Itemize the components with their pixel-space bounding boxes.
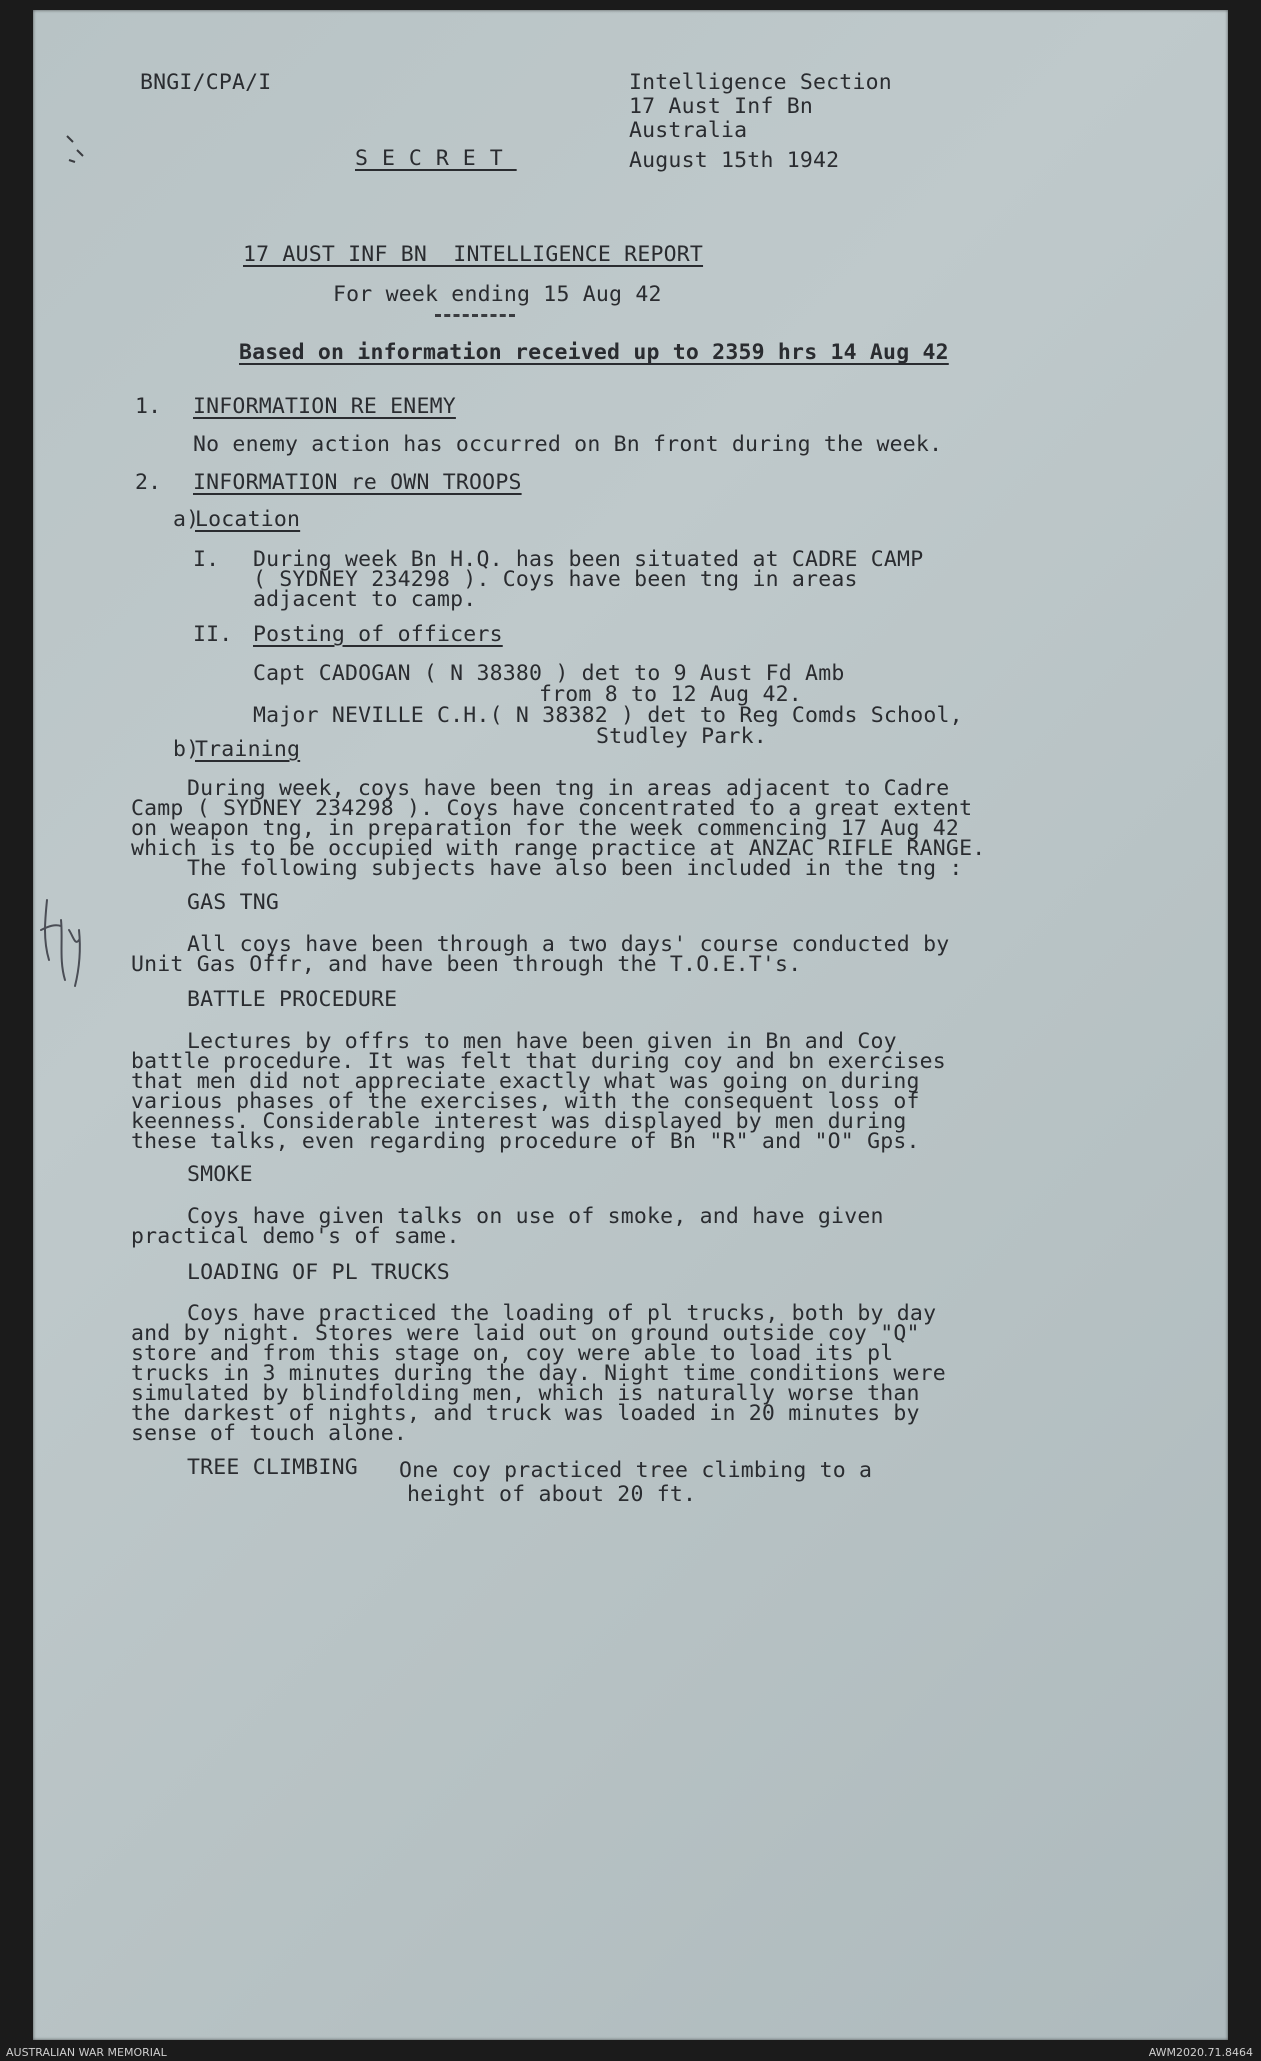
battle-line-4: various phases of the exercises, with the consequent loss of: [131, 1089, 920, 1114]
location-heading: Location: [195, 507, 301, 532]
posting-2-line-2: Studley Park.: [596, 724, 767, 749]
location-line-3: adjacent to camp.: [253, 587, 477, 612]
section-1-number: 1.: [135, 394, 162, 419]
loading-line-6: the darkest of nights, and truck was loaded in 20 minutes by: [131, 1401, 920, 1426]
item-ii-number: II.: [193, 622, 233, 647]
posting-1-line-1: Capt CADOGAN ( N 38380 ) det to 9 Aust Fd Amb: [253, 661, 845, 686]
sub-a-label: a): [173, 507, 200, 532]
header-unit: 17 Aust Inf Bn: [629, 94, 814, 119]
training-line-3: on weapon tng, in preparation for the week commencing 17 Aug 42: [131, 816, 960, 841]
smoke-line-2: practical demo's of same.: [131, 1224, 460, 1249]
gas-line-2: Unit Gas Offr, and have been through the T.O.E.T's.: [131, 952, 802, 977]
training-line-4: which is to be occupied with range practice at ANZAC RIFLE RANGE.: [131, 836, 986, 861]
smoke-line-1: Coys have given talks on use of smoke, and have given: [187, 1204, 884, 1229]
handwritten-initials: [35, 890, 89, 990]
training-line-2: Camp ( SYDNEY 234298 ). Coys have concentrated to a great extent: [131, 796, 973, 821]
loading-line-5: simulated by blindfolding men, which is naturally worse than: [131, 1381, 920, 1406]
battle-line-3: that men did not appreciate exactly what was going on during: [131, 1069, 920, 1094]
tree-line-1: One coy practiced tree climbing to a: [399, 1458, 873, 1483]
posting-1-line-2: from 8 to 12 Aug 42.: [539, 682, 802, 707]
training-line-1: During week, coys have been tng in areas adjacent to Cadre: [187, 776, 950, 801]
margin-marks: [63, 130, 93, 170]
loading-line-7: sense of touch alone.: [131, 1421, 408, 1446]
section-1-heading: INFORMATION RE ENEMY: [193, 394, 456, 419]
title-divider: [435, 314, 515, 317]
footer-archive-id: AWM2020.71.8464: [1148, 2046, 1253, 2059]
document-page: [33, 10, 1228, 2040]
reference-code: BNGI/CPA/I: [140, 70, 272, 95]
location-line-1: During week Bn H.Q. has been situated at CADRE CAMP: [253, 547, 924, 572]
location-line-2: ( SYDNEY 234298 ). Coys have been tng in areas: [253, 567, 858, 592]
loading-line-3: store and from this stage on, coy were able to load its pl: [131, 1341, 894, 1366]
section-2-heading: INFORMATION re OWN TROOPS: [193, 470, 522, 495]
classification-label: SECRET: [355, 146, 517, 171]
header-section: Intelligence Section: [629, 70, 892, 95]
loading-heading: LOADING OF PL TRUCKS: [187, 1260, 450, 1285]
report-period: For week ending 15 Aug 42: [333, 282, 662, 307]
section-2-number: 2.: [135, 470, 162, 495]
gas-line-1: All coys have been through a two days' course conducted by: [187, 932, 950, 957]
posting-2-line-1: Major NEVILLE C.H.( N 38382 ) det to Reg Comds School,: [253, 703, 963, 728]
footer-archive-name: AUSTRALIAN WAR MEMORIAL: [6, 2046, 167, 2059]
tree-heading: TREE CLIMBING: [187, 1455, 358, 1480]
battle-line-1: Lectures by offrs to men have been given in Bn and Coy: [187, 1029, 897, 1054]
posting-heading: Posting of officers: [253, 622, 503, 647]
smoke-heading: SMOKE: [187, 1162, 253, 1187]
training-line-5: The following subjects have also been included in the tng :: [187, 856, 963, 881]
section-1-body: No enemy action has occurred on Bn front during the week.: [193, 432, 943, 457]
tree-line-2: height of about 20 ft.: [407, 1482, 697, 1507]
loading-line-4: trucks in 3 minutes during the day. Night time conditions were: [131, 1361, 946, 1386]
header-country: Australia: [629, 118, 748, 143]
training-heading: Training: [195, 737, 301, 762]
report-title: 17 AUST INF BN INTELLIGENCE REPORT: [243, 242, 704, 267]
battle-line-5: keenness. Considerable interest was displayed by men during: [131, 1109, 907, 1134]
gas-heading: GAS TNG: [187, 890, 280, 915]
header-date: August 15th 1942: [629, 148, 840, 173]
loading-line-2: and by night. Stores were laid out on ground outside coy "Q": [131, 1321, 920, 1346]
battle-line-2: battle procedure. It was felt that during coy and bn exercises: [131, 1049, 946, 1074]
loading-line-1: Coys have practiced the loading of pl trucks, both by day: [187, 1301, 937, 1326]
based-on-line: Based on information received up to 2359 hrs 14 Aug 42: [239, 340, 949, 365]
battle-heading: BATTLE PROCEDURE: [187, 987, 398, 1012]
item-i-number: I.: [193, 547, 220, 572]
sub-b-label: b): [173, 737, 200, 762]
battle-line-6: these talks, even regarding procedure of Bn "R" and "O" Gps.: [131, 1129, 920, 1154]
